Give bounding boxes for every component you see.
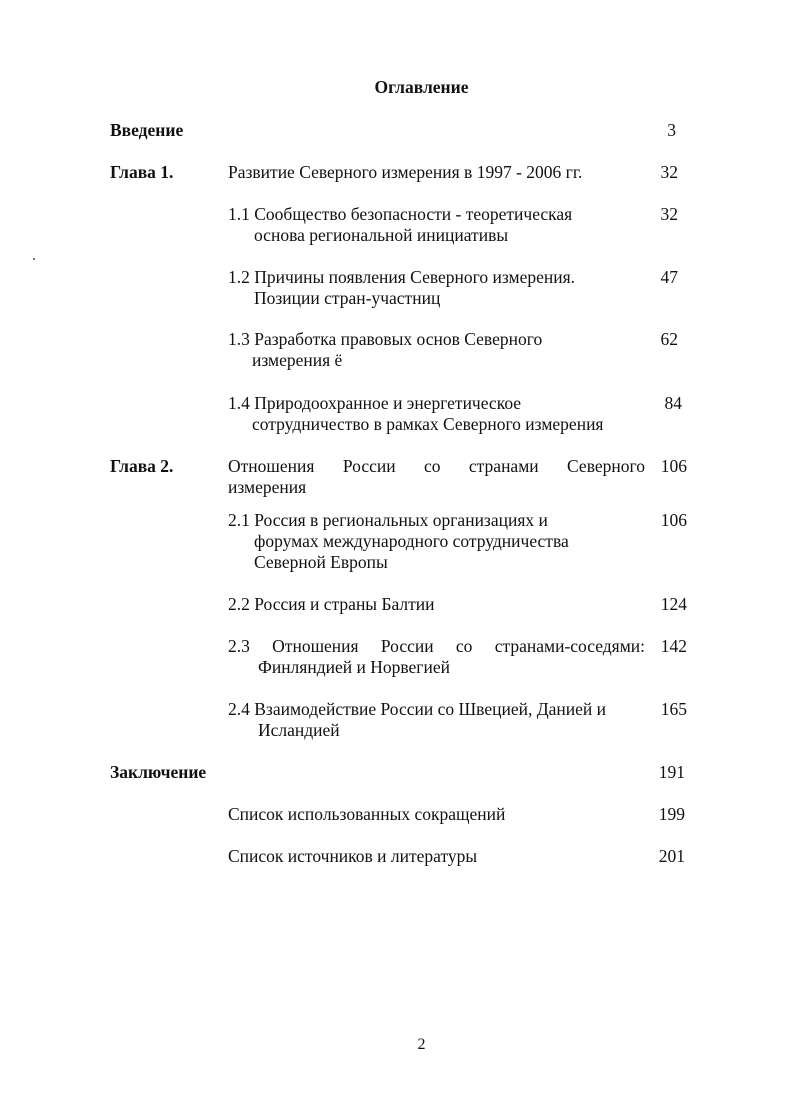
toc-section-1-1-line2: основа региональной инициативы (254, 225, 509, 245)
toc-section-2-2-line1: 2.2 Россия и страны Балтии (228, 594, 435, 614)
toc-section-2-1-line2: форумах международного сотрудничества (254, 531, 569, 551)
toc-chapter-2-title-line1: Отношения России со странами Северного (228, 456, 645, 476)
toc-section-2-1-line3: Северной Европы (254, 552, 388, 572)
toc-page-chapter-2: 106 (660, 456, 687, 476)
toc-section-1-3-line1: 1.3 Разработка правовых основ Северного (228, 329, 543, 349)
toc-label-chapter-1: Глава 1. (110, 162, 174, 182)
toc-page-section-1-1: 32 (660, 204, 678, 224)
toc-section-1-2-line1: 1.2 Причины появления Северного измерения. (228, 267, 576, 287)
toc-page-section-1-4: 84 (664, 393, 682, 413)
toc-chapter-1-title: Развитие Северного измерения в 1997 - 2006 гг. (228, 162, 583, 182)
toc-section-2-4-line2: Исландией (258, 720, 340, 740)
toc-page-section-2-4: 165 (660, 699, 687, 719)
toc-section-1-3-line2: измерения ё (252, 350, 343, 370)
toc-page-section-2-1: 106 (660, 510, 687, 530)
toc-chapter-2-title-line2: измерения (228, 477, 307, 497)
toc-section-2-1-line1: 2.1 Россия в региональных организациях и (228, 510, 548, 530)
toc-page-sources: 201 (658, 846, 685, 866)
toc-page-introduction: 3 (667, 120, 676, 140)
toc-section-1-4-line1: 1.4 Природоохранное и энергетическое (228, 393, 522, 413)
toc-page-section-2-2: 124 (660, 594, 687, 614)
toc-page-section-1-2: 47 (660, 267, 678, 287)
toc-page-chapter-1: 32 (660, 162, 678, 182)
toc-section-1-4-line2: сотрудничество в рамках Северного измерения (252, 414, 604, 434)
toc-label-conclusion: Заключение (110, 762, 207, 782)
toc-sources: Список источников и литературы (228, 846, 478, 866)
toc-label-introduction: Введение (110, 120, 184, 140)
toc-section-2-4-line1: 2.4 Взаимодействие России со Швецией, Данией и (228, 699, 607, 719)
toc-section-2-3-line2: Финляндией и Норвегией (258, 657, 450, 677)
toc-page-abbreviations: 199 (658, 804, 685, 824)
toc-page-conclusion: 191 (658, 762, 685, 782)
toc-page-section-2-3: 142 (660, 636, 687, 656)
toc-section-1-2-line2: Позиции стран-участниц (254, 288, 441, 308)
page-title: Оглавление (374, 77, 469, 97)
page-number: 2 (417, 1036, 426, 1053)
scan-artifact-dot (33, 258, 35, 260)
toc-abbreviations: Список использованных сокращений (228, 804, 506, 824)
toc-page-section-1-3: 62 (660, 329, 678, 349)
toc-section-2-3-line1: 2.3 Отношения России со странами-соседями: (228, 636, 645, 656)
toc-section-1-1-line1: 1.1 Сообщество безопасности - теоретическая (228, 204, 573, 224)
toc-label-chapter-2: Глава 2. (110, 456, 174, 476)
